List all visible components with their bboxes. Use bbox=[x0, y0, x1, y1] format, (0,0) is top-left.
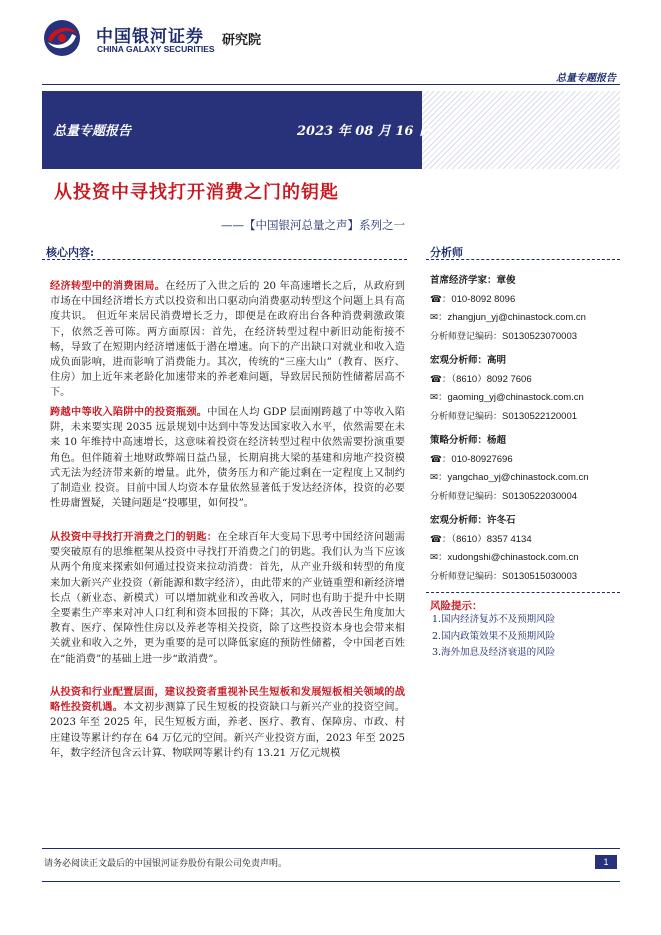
reg-label: 分析师登记编码： bbox=[430, 491, 503, 502]
summary-paragraph-2 bbox=[50, 405, 405, 511]
paragraph-body: 本文初步测算了民生短板的投资缺口与新兴产业的投资空间。2023 年至 2025 年，民生短板方面，养老、医疗、教育、保障房、市政、村庄建设等累计约存在 64 万亿元的空间。新兴产业投资方面，2023 年至 2025 年，数字经济包含云计算、物联网等累计约有 13.21 万亿元规模 bbox=[50, 702, 406, 759]
analyst-name: 章俊 bbox=[496, 275, 516, 286]
core-divider bbox=[42, 259, 407, 260]
analyst-role: 策略分析师： bbox=[430, 435, 488, 446]
analyst-role: 宏观分析师： bbox=[430, 355, 488, 366]
analyst-name: 许冬石 bbox=[487, 515, 516, 526]
paragraph-lead: 经济转型中的消费困局。 bbox=[50, 280, 166, 292]
core-content-label: 核心内容: bbox=[46, 246, 95, 259]
analyst-reg-code: S0130523070003 bbox=[502, 330, 578, 342]
paragraph-body: 中国在人均 GDP 层面刚跨越了中等收入陷阱，未来要实现 2035 远景规划中达到中等发达国家收入水平，依然需要在未来 10 年维持中高速增长，这意味着投资在经济转型过程中依然需要扮演重要角色。但伴随着土地财政弊端日益凸显，长期肩挑大梁的基建和房地产投资模式无法为经济带来新的增量。此外，债务压力和产能过剩在一定程度上又制约了制造业 投资。目前中国人均资本存量依然显著低于发达经济体，投资的必要性毋庸置疑，关键问题是“投哪里，如何投”。 bbox=[50, 407, 406, 510]
analyst-reg-code: S0130515030003 bbox=[502, 570, 578, 582]
analyst-role: 宏观分析师： bbox=[430, 515, 488, 526]
footer-divider bbox=[42, 848, 620, 849]
brand-name-en: CHINA GALAXY SECURITIES bbox=[97, 44, 215, 54]
paragraph-body: 在经历了入世之后的 20 年高速增长之后，从政府到市场在中国经济增长方式以投资和出口驱动向消费驱动转型这个问题上具有高度共识。 但近年来居民消费增长乏力，即便是在政府出台各种消费刺激政策下，依然乏善可陈。两方面原因：首先，在经济转型过程中新旧动能衔接不畅，导致了在短期内经济增速低于潜在增速。向下的产出缺口对就业和收入造成负面影响，进而影响了消费能力。其次，传统的“三座大山”（教育、医疗、住房）加上近年来老龄化加速带来的养老难问题，导致居民预防性储蓄居高不下。 bbox=[50, 281, 405, 399]
reg-label: 分析师登记编码： bbox=[430, 571, 503, 582]
risk-divider bbox=[426, 592, 620, 593]
brand-name-cn: 中国银河证券 bbox=[96, 27, 204, 47]
page-number: 1 bbox=[595, 855, 617, 869]
risk-label: 风险提示： bbox=[430, 600, 483, 612]
summary-paragraph-3 bbox=[50, 530, 405, 667]
analyst-card bbox=[430, 512, 620, 586]
analyst-phone: ☎：010-8092 8096 bbox=[430, 293, 516, 305]
banner-pattern bbox=[422, 91, 620, 169]
analyst-role: 首席经济学家： bbox=[430, 275, 497, 286]
banner-report-type: 总量专题报告 bbox=[53, 124, 132, 139]
summary-paragraph-1 bbox=[50, 279, 405, 401]
risk-item: 3.海外加息及经济衰退的风险 bbox=[432, 647, 556, 658]
report-tag: 总量专题报告 bbox=[556, 73, 616, 84]
paragraph-lead: 从投资中寻找打开消费之门的钥匙： bbox=[50, 531, 218, 543]
analyst-card bbox=[430, 432, 620, 506]
analyst-email[interactable]: ✉：zhangjun_yj@chinastock.com.cn bbox=[430, 312, 586, 324]
header-divider bbox=[42, 84, 620, 85]
footer-disclaimer: 请务必阅读正文最后的中国银河证券股份有限公司免责声明。 bbox=[44, 859, 288, 869]
risk-list bbox=[432, 612, 622, 662]
analyst-name: 高明 bbox=[487, 355, 507, 366]
analyst-phone: ☎：（8610）8357 4134 bbox=[430, 533, 532, 545]
analyst-section-label: 分析师 bbox=[430, 246, 463, 259]
banner-date: 2023 年 08 月 16 日 bbox=[297, 124, 431, 139]
galaxy-logo-icon bbox=[42, 18, 82, 58]
paragraph-body: 在全球百年大变局下思考中国经济问题需要突破原有的思维框架从投资中寻找打开消费之门的钥匙。我们认为当下应该从两个角度来探索如何通过投资来拉动消费：首先，从产业升级和转型的角度来加大新兴产业投资（新能源和数字经济），由此带来的产业链重塑和新经济增长点（新业态、新模式）可以增加就业和改善收入，同时也有助于提升中长期全要素生产率来对冲人口红利和资本回报的下降；其次，从改善民生角度加大教育、医疗、保障性住房以及养老等相关投资，除了这些投资本身也会带来相关就业和收入之外，更为重要的是可以降低家庭的预防性储蓄，令中国老百姓在“能消费”的基础上进一步“敢消费”。 bbox=[50, 532, 406, 665]
analyst-card bbox=[430, 272, 620, 346]
analyst-reg-code: S0130522120001 bbox=[502, 410, 578, 422]
analyst-divider bbox=[426, 259, 620, 260]
reg-label: 分析师登记编码： bbox=[430, 331, 503, 342]
risk-item: 2.国内政策效果不及预期风险 bbox=[432, 630, 556, 642]
institute-label: 研究院 bbox=[222, 33, 262, 48]
report-title: 从投资中寻找打开消费之门的钥匙 bbox=[54, 182, 339, 203]
analyst-phone: ☎：010-80927696 bbox=[430, 453, 513, 465]
paragraph-lead: 从投资和行业配置层面，建议投资者重视补民生短板和发展短板相关领域的战略性投资机遇。 bbox=[50, 686, 405, 714]
analyst-name: 杨超 bbox=[487, 435, 507, 446]
analyst-card bbox=[430, 352, 620, 426]
risk-item: 1.国内经济复苏不及预期风险 bbox=[432, 614, 556, 625]
series-subtitle: ——【中国银河总量之声】系列之一 bbox=[221, 218, 405, 232]
analyst-phone: ☎：（8610）8092 7606 bbox=[430, 373, 532, 385]
analyst-email[interactable]: ✉：yangchao_yj@chinastock.com.cn bbox=[430, 472, 589, 484]
analyst-reg-code: S0130522030004 bbox=[502, 490, 578, 502]
analyst-email[interactable]: ✉：gaoming_yj@chinastock.com.cn bbox=[430, 392, 584, 404]
paragraph-lead: 跨越中等收入陷阱中的投资瓶颈。 bbox=[50, 406, 208, 418]
analyst-email[interactable]: ✉：xudongshi@chinastock.com.cn bbox=[430, 552, 579, 564]
bottom-divider bbox=[42, 881, 620, 882]
reg-label: 分析师登记编码： bbox=[430, 411, 503, 422]
summary-paragraph-4 bbox=[50, 685, 405, 761]
